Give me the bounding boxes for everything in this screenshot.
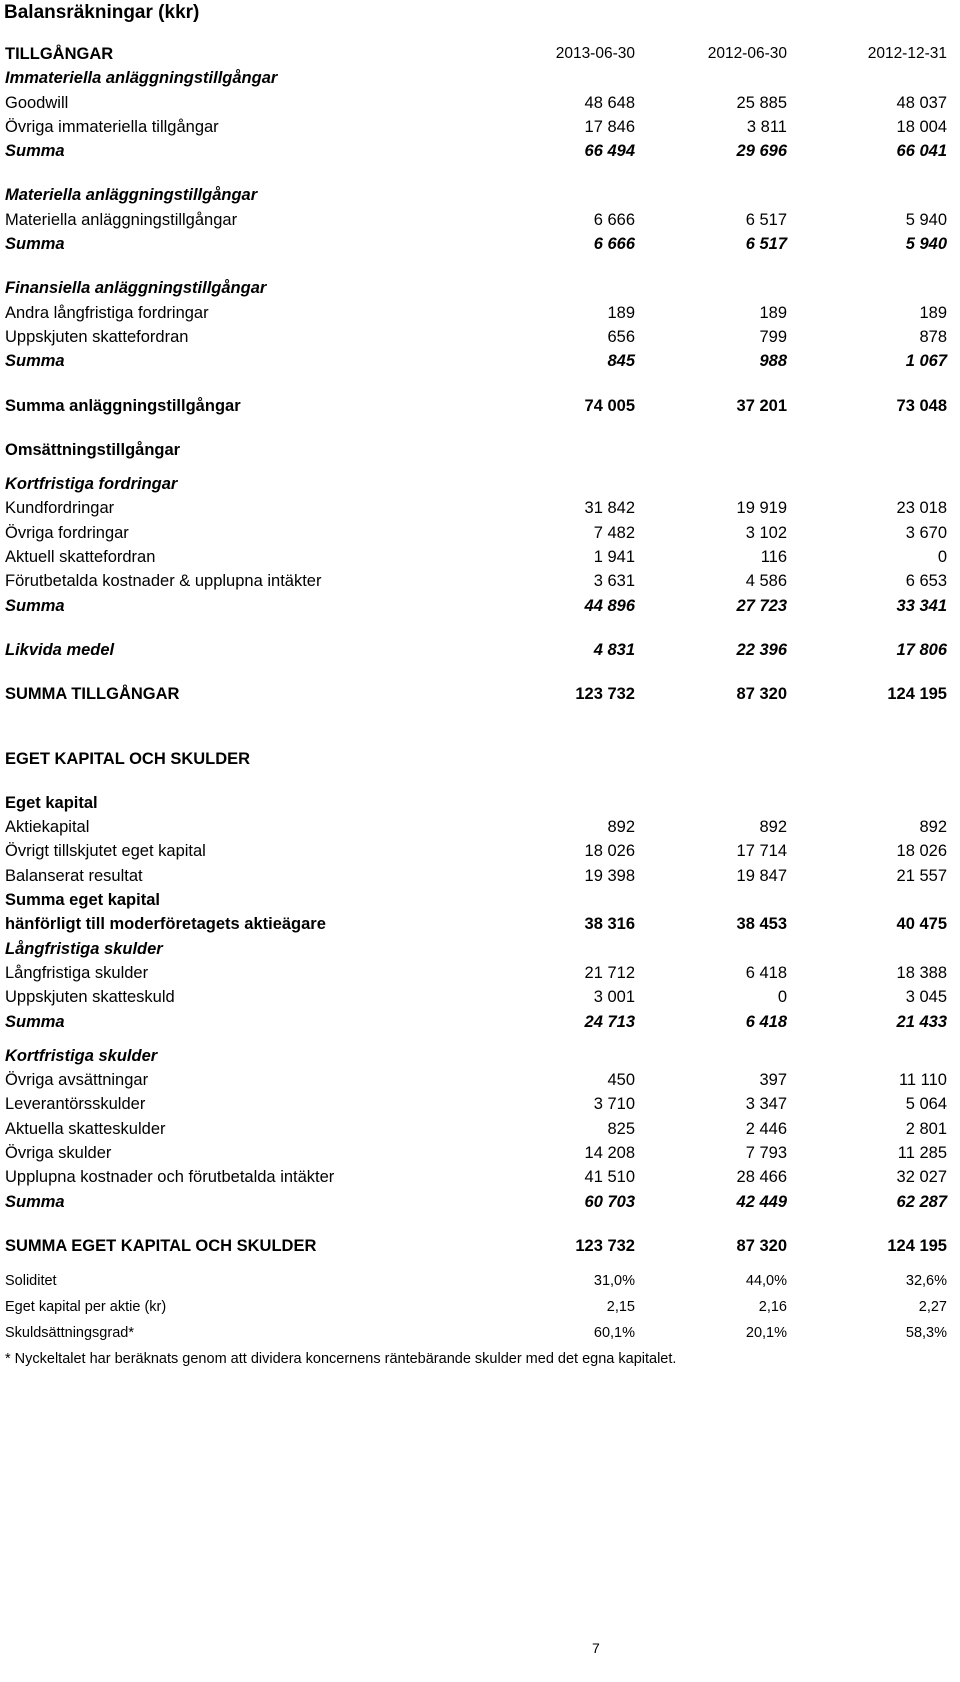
table-row — [0, 394, 960, 418]
value-col-1: 66 494 — [584, 142, 635, 161]
row-label: Övriga immateriella tillgångar — [5, 117, 219, 136]
table-row — [0, 985, 960, 1009]
row-label: TILLGÅNGAR — [5, 45, 114, 63]
row-label: Aktuell skattefordran — [5, 548, 156, 567]
row-label: Övrigt tillskjutet eget kapital — [5, 842, 206, 861]
table-row — [0, 1320, 960, 1346]
value-col-2: 44,0% — [745, 1273, 787, 1290]
value-col-1: 6 666 — [593, 235, 635, 254]
row-label: Upplupna kostnader och förutbetalda intäkter — [5, 1168, 335, 1187]
value-col-3: 3 670 — [905, 523, 947, 542]
value-col-3: 2012-12-31 — [867, 45, 947, 62]
value-col-3: 18 388 — [896, 963, 947, 982]
value-col-1: 845 — [607, 352, 635, 371]
value-col-1: 21 712 — [584, 963, 635, 982]
row-label: Skuldsättningsgrad* — [5, 1325, 134, 1342]
table-row — [0, 638, 960, 662]
row-label: Aktiekapital — [5, 818, 90, 837]
row-label: Summa — [5, 1012, 65, 1031]
row-label: Leverantörsskulder — [5, 1095, 146, 1114]
value-col-2: 25 885 — [736, 93, 787, 112]
row-label: Kortfristiga skulder — [5, 1046, 158, 1065]
value-col-3: 48 037 — [896, 93, 947, 112]
table-row — [0, 256, 960, 276]
row-label: hänförligt till moderföretagets aktieägare — [5, 915, 326, 934]
value-col-3: 6 653 — [905, 572, 947, 591]
value-col-1: 31,0% — [593, 1273, 635, 1290]
value-col-2: 6 418 — [745, 1012, 787, 1031]
table-row — [0, 462, 960, 472]
table-row — [0, 594, 960, 618]
row-label: Övriga skulder — [5, 1143, 112, 1162]
table-row — [0, 839, 960, 863]
row-label: Summa — [5, 352, 65, 371]
value-col-2: 189 — [759, 303, 787, 322]
value-col-3: 2,27 — [918, 1299, 947, 1316]
value-col-2: 27 723 — [736, 596, 787, 615]
value-col-2: 2012-06-30 — [707, 45, 787, 62]
value-col-2: 116 — [760, 548, 787, 567]
value-col-1: 74 005 — [584, 396, 635, 415]
value-col-2: 87 320 — [736, 1236, 787, 1255]
value-col-1: 3 631 — [593, 572, 635, 591]
value-col-3: 23 018 — [896, 499, 947, 518]
table-row — [0, 662, 960, 682]
row-label: Eget kapital per aktie (kr) — [5, 1299, 167, 1316]
value-col-2: 7 793 — [745, 1143, 787, 1162]
value-col-3: 124 195 — [887, 1236, 947, 1255]
value-col-3: 73 048 — [896, 396, 947, 415]
row-label: Andra långfristiga fordringar — [5, 303, 209, 322]
table-row — [0, 888, 960, 912]
value-col-2: 6 418 — [745, 963, 787, 982]
value-col-3: 5 940 — [905, 235, 947, 254]
value-col-2: 28 466 — [736, 1168, 787, 1187]
row-label: Summa — [5, 142, 65, 161]
value-col-1: 450 — [607, 1071, 635, 1090]
value-col-3: 33 341 — [896, 596, 947, 615]
table-row — [0, 1068, 960, 1092]
value-col-2: 20,1% — [745, 1325, 787, 1342]
value-col-1: 44 896 — [584, 596, 635, 615]
table-row — [0, 349, 960, 373]
value-col-1: 123 732 — [575, 685, 635, 704]
value-col-3: 2 801 — [905, 1119, 947, 1138]
value-col-1: 41 510 — [584, 1168, 635, 1187]
table-row — [0, 545, 960, 569]
value-col-1: 1 941 — [593, 548, 635, 567]
table-row — [0, 1044, 960, 1068]
row-label: Immateriella anläggningstillgångar — [5, 69, 278, 88]
table-row — [0, 183, 960, 207]
row-label: Finansiella anläggningstillgångar — [5, 279, 267, 298]
value-col-1: 38 316 — [584, 915, 635, 934]
row-label: Kundfordringar — [5, 499, 115, 518]
row-label: Summa eget kapital — [5, 891, 160, 910]
row-label: SUMMA EGET KAPITAL OCH SKULDER — [5, 1236, 317, 1255]
value-col-3: 21 433 — [896, 1012, 947, 1031]
row-label: Uppskjuten skatteskuld — [5, 988, 175, 1007]
table-row — [0, 1346, 960, 1372]
value-col-2: 2,16 — [758, 1299, 787, 1316]
table-row — [0, 864, 960, 888]
value-col-1: 123 732 — [575, 1236, 635, 1255]
value-col-2: 87 320 — [736, 685, 787, 704]
row-label: Uppskjuten skattefordran — [5, 327, 189, 346]
row-label: * Nyckeltalet har beräknats genom att dividera koncernens räntebärande skulder med det egna kapitalet. — [5, 1351, 677, 1368]
value-col-3: 32 027 — [896, 1168, 947, 1187]
value-col-3: 66 041 — [896, 142, 947, 161]
row-label: Summa — [5, 596, 65, 615]
table-row — [0, 208, 960, 232]
value-col-2: 6 517 — [745, 235, 787, 254]
row-label: Summa anläggningstillgångar — [5, 396, 241, 415]
row-label: Materiella anläggningstillgångar — [5, 210, 238, 229]
row-label: Omsättningstillgångar — [5, 440, 181, 459]
value-col-2: 22 396 — [736, 640, 787, 659]
value-col-1: 189 — [607, 303, 635, 322]
table-row — [0, 1010, 960, 1034]
row-label: Goodwill — [5, 93, 69, 112]
table-row — [0, 472, 960, 496]
table-row — [0, 232, 960, 256]
value-col-1: 60 703 — [584, 1192, 635, 1211]
value-col-1: 17 846 — [584, 117, 635, 136]
value-col-2: 3 102 — [745, 523, 787, 542]
row-label: Balanserat resultat — [5, 866, 143, 885]
row-label: Eget kapital — [5, 793, 98, 812]
value-col-1: 892 — [607, 818, 635, 837]
table-row — [0, 1092, 960, 1116]
value-col-1: 7 482 — [593, 523, 635, 542]
page-number: 7 — [592, 1640, 600, 1656]
table-row — [0, 747, 960, 771]
value-col-1: 2,15 — [606, 1299, 635, 1316]
row-label: Långfristiga skulder — [5, 939, 163, 958]
value-col-3: 892 — [919, 818, 947, 837]
table-row — [0, 961, 960, 985]
value-col-3: 5 064 — [905, 1095, 947, 1114]
balance-sheet-table — [0, 42, 960, 1372]
value-col-2: 37 201 — [736, 396, 787, 415]
value-col-3: 58,3% — [905, 1325, 947, 1342]
value-col-2: 19 919 — [736, 499, 787, 518]
value-col-3: 124 195 — [887, 685, 947, 704]
table-row — [0, 163, 960, 183]
table-row — [0, 276, 960, 300]
value-col-3: 1 067 — [905, 352, 947, 371]
table-row — [0, 418, 960, 438]
value-col-3: 5 940 — [905, 210, 947, 229]
table-row — [0, 115, 960, 139]
value-col-2: 2 446 — [745, 1119, 787, 1138]
value-col-3: 0 — [937, 548, 947, 567]
table-row — [0, 139, 960, 163]
value-col-1: 60,1% — [593, 1325, 635, 1342]
value-col-2: 3 811 — [746, 117, 787, 136]
value-col-3: 40 475 — [896, 915, 947, 934]
table-row — [0, 1141, 960, 1165]
value-col-3: 18 004 — [896, 117, 947, 136]
value-col-2: 3 347 — [745, 1095, 787, 1114]
value-col-1: 825 — [607, 1119, 635, 1138]
value-col-1: 2013-06-30 — [555, 45, 635, 62]
value-col-3: 18 026 — [896, 842, 947, 861]
page-title: Balansräkningar (kkr) — [4, 2, 200, 23]
table-row — [0, 301, 960, 325]
value-col-2: 4 586 — [745, 572, 787, 591]
value-col-3: 189 — [919, 303, 947, 322]
value-col-3: 878 — [919, 327, 947, 346]
row-label: Soliditet — [5, 1273, 57, 1290]
value-col-3: 32,6% — [905, 1273, 947, 1290]
value-col-1: 3 710 — [593, 1095, 635, 1114]
value-col-1: 14 208 — [584, 1143, 635, 1162]
table-row — [0, 521, 960, 545]
value-col-2: 42 449 — [736, 1192, 787, 1211]
row-label: Summa — [5, 235, 65, 254]
table-row — [0, 91, 960, 115]
value-col-3: 21 557 — [896, 866, 947, 885]
value-col-1: 6 666 — [593, 210, 635, 229]
value-col-3: 17 806 — [896, 640, 947, 659]
table-row — [0, 66, 960, 90]
value-col-2: 17 714 — [736, 842, 787, 861]
table-row — [0, 1190, 960, 1214]
value-col-1: 24 713 — [584, 1012, 635, 1031]
value-col-2: 29 696 — [736, 142, 787, 161]
table-row — [0, 1268, 960, 1294]
table-row — [0, 496, 960, 520]
table-row — [0, 815, 960, 839]
value-col-3: 11 110 — [898, 1071, 947, 1090]
value-col-1: 4 831 — [593, 640, 635, 659]
value-col-1: 48 648 — [584, 93, 635, 112]
row-label: Kortfristiga fordringar — [5, 475, 178, 494]
value-col-2: 799 — [759, 327, 787, 346]
table-row — [0, 618, 960, 638]
table-row — [0, 42, 960, 66]
value-col-3: 11 285 — [897, 1143, 947, 1162]
table-row — [0, 1117, 960, 1141]
value-col-1: 19 398 — [584, 866, 635, 885]
row-label: Materiella anläggningstillgångar — [5, 186, 258, 205]
row-label: Aktuella skatteskulder — [5, 1119, 166, 1138]
table-row — [0, 325, 960, 349]
table-row — [0, 1234, 960, 1258]
value-col-3: 62 287 — [896, 1192, 947, 1211]
table-row — [0, 1034, 960, 1044]
table-row — [0, 374, 960, 394]
value-col-2: 38 453 — [736, 915, 787, 934]
table-row — [0, 1165, 960, 1189]
value-col-2: 0 — [777, 988, 787, 1007]
value-col-1: 3 001 — [593, 988, 635, 1007]
table-row — [0, 438, 960, 462]
table-row — [0, 707, 960, 747]
table-row — [0, 1258, 960, 1268]
table-row — [0, 912, 960, 936]
row-label: Likvida medel — [5, 640, 115, 659]
row-label: Övriga fordringar — [5, 523, 129, 542]
value-col-3: 3 045 — [905, 988, 947, 1007]
value-col-1: 31 842 — [584, 499, 635, 518]
row-label: Övriga avsättningar — [5, 1071, 149, 1090]
table-row — [0, 937, 960, 961]
value-col-2: 19 847 — [736, 866, 787, 885]
table-row — [0, 569, 960, 593]
row-label: Långfristiga skulder — [5, 963, 149, 982]
value-col-2: 397 — [759, 1071, 787, 1090]
row-label: EGET KAPITAL OCH SKULDER — [5, 749, 251, 768]
row-label: SUMMA TILLGÅNGAR — [5, 685, 180, 704]
value-col-2: 988 — [759, 352, 787, 371]
row-label: Summa — [5, 1192, 65, 1211]
table-row — [0, 771, 960, 791]
value-col-1: 18 026 — [584, 842, 635, 861]
value-col-2: 6 517 — [745, 210, 787, 229]
table-row — [0, 1294, 960, 1320]
table-row — [0, 682, 960, 706]
value-col-1: 656 — [607, 327, 635, 346]
value-col-2: 892 — [759, 818, 787, 837]
table-row — [0, 791, 960, 815]
table-row — [0, 1214, 960, 1234]
row-label: Förutbetalda kostnader & upplupna intäkter — [5, 572, 322, 591]
